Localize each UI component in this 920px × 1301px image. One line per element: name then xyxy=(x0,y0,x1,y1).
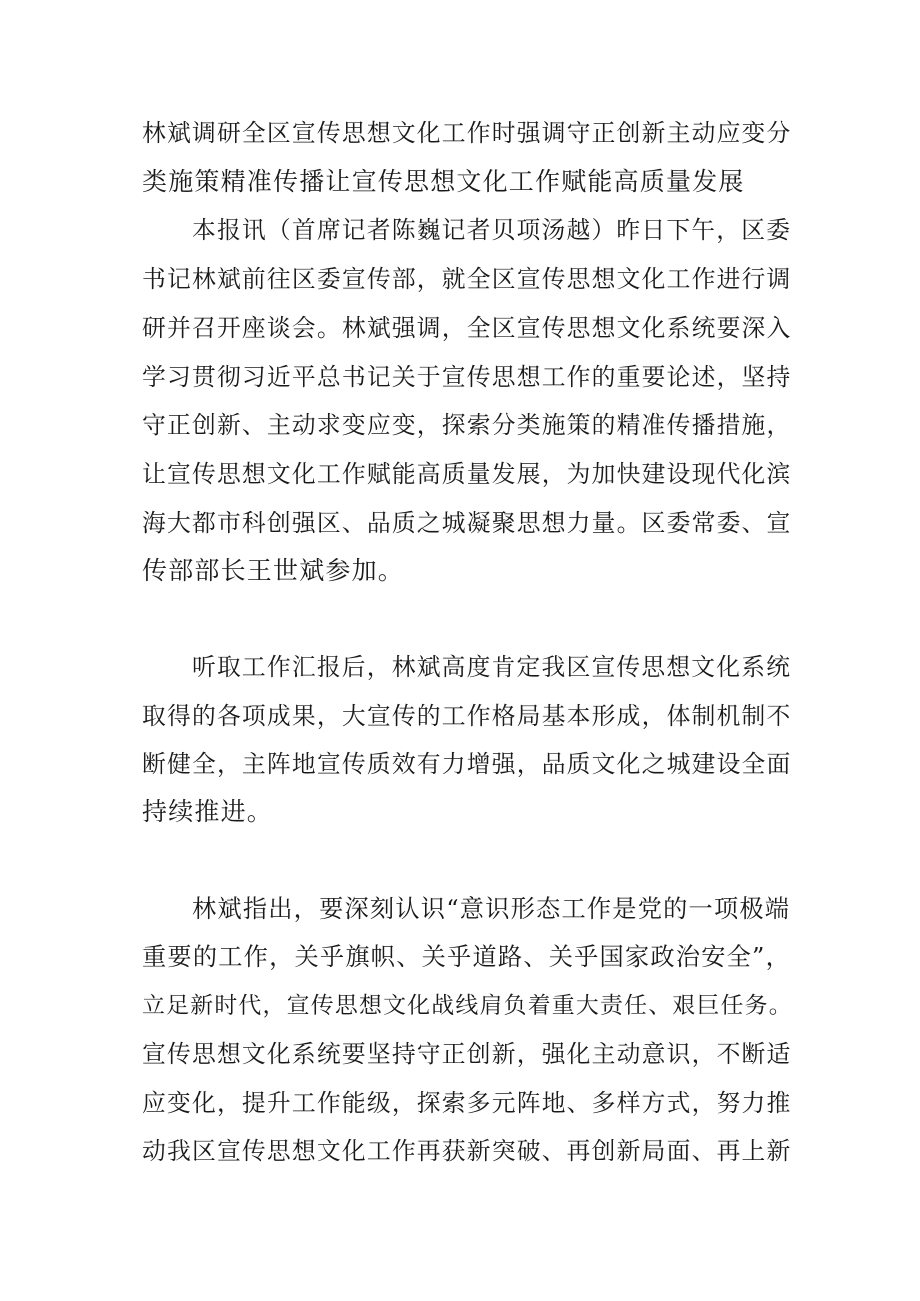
paragraph-2-line-1: 听取工作汇报后，林斌高度肯定我区宣传思想文化系统 xyxy=(192,653,792,681)
paragraph-3-line-1: 林斌指出，要深刻认识“意识形态工作是党的一项极端 xyxy=(192,895,791,923)
paragraph-1-line-3: 研并召开座谈会。林斌强调，全区宣传思想文化系统要深入 xyxy=(142,314,792,342)
paragraph-3-line-3: 立足新时代，宣传思想文化战线肩负着重大责任、艰巨任务。 xyxy=(142,993,793,1019)
paragraph-2-line-2: 取得的各项成果，大宣传的工作格局基本形成，体制机制不 xyxy=(142,702,792,730)
paragraph-1-line-5: 守正创新、主动求变应变，探索分类施策的精准传播措施， xyxy=(142,411,792,439)
paragraph-2-line-3: 断健全，主阵地宣传质效有力增强，品质文化之城建设全面 xyxy=(142,750,792,778)
article-title-line-1: 林斌调研全区宣传思想文化工作时强调守正创新主动应变分 xyxy=(142,119,792,147)
paragraph-1-line-7: 海大都市科创强区、品质之城凝聚思想力量。区委常委、宣 xyxy=(142,509,792,537)
paragraph-3-line-6: 动我区宣传思想文化工作再获新突破、再创新局面、再上新 xyxy=(142,1137,792,1165)
paragraph-1-line-2: 书记林斌前往区委宣传部，就全区宣传思想文化工作进行调 xyxy=(142,265,792,293)
paragraph-3-line-4: 宣传思想文化系统要坚持守正创新，强化主动意识，不断适 xyxy=(142,1040,792,1068)
paragraph-1-line-8: 传部部长王世斌参加。 xyxy=(142,556,405,585)
paragraph-3-line-2: 重要的工作，关乎旗帜、关乎道路、关乎国家政治安全”， xyxy=(142,943,792,971)
paragraph-2-line-4: 持续推进。 xyxy=(142,797,274,826)
paragraph-1-line-4: 学习贯彻习近平总书记关于宣传思想工作的重要论述，坚持 xyxy=(142,363,792,391)
paragraph-1-line-6: 让宣传思想文化工作赋能高质量发展，为加快建设现代化滨 xyxy=(142,460,792,488)
article-title-line-2: 类施策精准传播让宣传思想文化工作赋能高质量发展 xyxy=(142,167,745,196)
paragraph-3-line-5: 应变化，提升工作能级，探索多元阵地、多样方式，努力推 xyxy=(142,1089,792,1117)
paragraph-1-line-1: 本报讯（首席记者陈巍记者贝项汤越）昨日下午，区委 xyxy=(192,216,792,244)
